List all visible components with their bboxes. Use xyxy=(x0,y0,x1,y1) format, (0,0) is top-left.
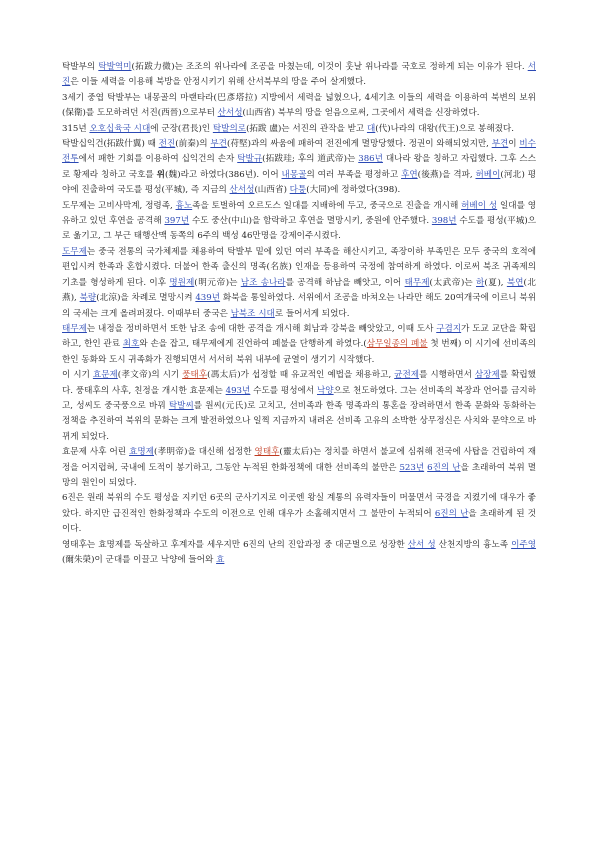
text-run: 를 원씨(元氏)로 고치고, 선비족과 한족 명족과의 통혼을 장려하면서 한족 문화와 동화하는 정책을 추진하여 북위의 문화는 크게 발전하였으나 일찍 지금까지 내려온 선비족 고유의 소박한 상무정신은 사치와 문약으로 바뀌게 되었다. xyxy=(62,400,536,442)
wiki-link[interactable]: 명원제 xyxy=(169,277,195,288)
paragraph xyxy=(62,322,536,368)
wiki-link[interactable]: 비수 전투 xyxy=(62,139,536,165)
text-run: 는 중국 전통의 국가체제를 채용하여 탁발부 밑에 있던 여러 부족을 해산시키고, 족장이하 부족민은 모두 중국의 호적에 편입시켜 한족과 혼합시켰다. 더불어 한족 출신의 명족(名族) 인재을 등용하여 국정에 참여하게 하였다. 이로써 북조 귀족제의 기초를 형성하게 된다. 이후 xyxy=(62,246,536,288)
paragraph xyxy=(62,122,536,137)
paragraph xyxy=(62,199,536,245)
text-run: 가 도교 교단을 확립하고, 한인 관료 xyxy=(62,323,537,350)
paragraph xyxy=(62,445,536,491)
text-run: 대나라 왕을 칭하고 자립했다. 그후 스스로 황제라 칭하고 국호를 xyxy=(62,154,536,180)
wiki-link[interactable]: 효 xyxy=(216,555,225,565)
text-run: 산천지방의 흉노족 xyxy=(435,539,512,550)
wiki-link[interactable]: 풍태후 xyxy=(182,370,208,381)
wiki-link[interactable]: 허베이 xyxy=(475,169,501,180)
wiki-link[interactable]: 구겸지 xyxy=(436,323,462,334)
text-run: (北燕), xyxy=(62,277,537,304)
wiki-link[interactable]: 태무제 xyxy=(62,323,87,334)
text-run: (苻堅)과의 싸움에 패하여 전진에게 멸망당했다. 정권이 와해되었지만, xyxy=(226,139,492,150)
text-run: 영태후는 효명제를 독살하고 후계자를 세우지만 6진의 난의 진압과정 중 대군벌으로 성장한 xyxy=(62,539,408,550)
text-run: 와 손을 잡고, 태무제에게 진언하여 폐불을 단행하게 하였다.( xyxy=(139,339,367,350)
text-run: 이 xyxy=(508,139,520,150)
text-run: (魏)라고 하였다(386년). 이어 xyxy=(164,169,282,180)
wiki-link[interactable]: 산서성 xyxy=(217,108,243,119)
wiki-link[interactable]: 영태후 xyxy=(254,447,280,458)
text-run: 는 내정을 정비하면서 또한 남조 송에 대한 공격을 개시해 회남과 강북을 빼앗았고, 이때 도사 xyxy=(86,323,437,334)
text-run: 315년 xyxy=(62,123,90,134)
text-run: 이 시기 xyxy=(62,370,93,381)
text-run: (山西省) xyxy=(254,185,290,196)
text-run: 로 들어서게 되었다. xyxy=(274,308,350,319)
text-run: (北涼)을 차례로 멸망시켜 xyxy=(96,293,196,304)
wiki-link[interactable]: 낙양 xyxy=(316,385,334,396)
text-run: 에 군장(君長)인 xyxy=(150,123,213,134)
text-run: 탁발부의 xyxy=(62,62,99,72)
text-run: 은 이들 세력을 이용해 북방을 안정시키기 위해 산서북부의 땅을 주어 살게했다. xyxy=(70,77,367,88)
wiki-link[interactable]: 북연 xyxy=(506,277,524,288)
text-run: 족을 토벌하여 오르도스 일대를 지배하에 두고, 중국으로 진출을 개시해 xyxy=(192,200,462,211)
wiki-link[interactable]: 523년 xyxy=(399,462,425,473)
wiki-link[interactable]: 최호 xyxy=(122,339,140,350)
text-run: (後燕)을 격파, xyxy=(417,169,476,180)
text-run: 으로 천도하였다. 그는 선비족의 복장과 언어를 금지하고, 성씨도 중국풍으로 바꿔 xyxy=(62,385,536,411)
text-run: (拓跋珪; 후의 道武帝)는 xyxy=(262,154,359,165)
wiki-link[interactable]: 탁발의로 xyxy=(212,123,247,134)
text-run: (馮太后)가 섭정할 때 유교적인 예법을 채용하고, xyxy=(207,370,395,381)
text-run: 수도를 평성에서 xyxy=(250,385,317,396)
paragraph xyxy=(62,60,536,91)
document-body xyxy=(62,60,536,568)
wiki-link[interactable]: 탁발규 xyxy=(237,154,263,165)
text-run: 수도를 평성(平城)으로 옮기고, 그 부근 태행산맥 동쪽의 6주의 백성 46만명을 강제이주시켰다. xyxy=(62,216,537,242)
text-run: (河北) 평야에 진출하여 국도를 평성(平城), 즉 지금의 xyxy=(62,169,537,196)
text-run: 의 여러 부족을 평정하고 xyxy=(306,169,402,180)
wiki-link[interactable]: 효명제 xyxy=(129,447,154,458)
wiki-link[interactable]: 내몽골 xyxy=(281,169,307,180)
wiki-link[interactable]: 오호십육국 시대 xyxy=(89,123,151,134)
wiki-link[interactable]: 북량 xyxy=(79,293,97,304)
wiki-link[interactable]: 균전제 xyxy=(394,370,420,381)
text-run: 수도 중산(中山)을 함락하고 후연을 멸망시키, 중원에 안주했다. xyxy=(189,216,432,227)
wiki-link[interactable]: 서진 xyxy=(62,62,536,88)
wiki-link[interactable]: 대 xyxy=(366,123,376,134)
text-run: 위 xyxy=(156,169,165,180)
text-run: (孝文帝)의 시기 xyxy=(117,370,183,381)
text-run: (山西省) 북부의 땅을 얻음으로써, 그곳에서 세력을 신장하였다. xyxy=(242,108,480,119)
text-run: (孝明帝)을 대신해 섭정한 xyxy=(153,447,255,458)
wiki-link[interactable]: 탁발씨 xyxy=(168,400,194,411)
paragraph xyxy=(62,137,536,199)
wiki-link[interactable]: 이주영 xyxy=(511,539,537,550)
wiki-link[interactable]: 386년 xyxy=(358,154,383,165)
wiki-link[interactable]: 산서 성 xyxy=(407,539,436,550)
wiki-link[interactable]: 493년 xyxy=(225,385,251,396)
wiki-link[interactable]: 6진의 난 xyxy=(434,508,469,519)
wiki-link[interactable]: 398년 xyxy=(431,216,457,227)
paragraph xyxy=(62,245,536,322)
text-run: 화북을 통일하였다. 서위에서 조공을 바쳐오는 나라만 해도 20여개국에 이르니 북위의 국세는 크게 올려퍼졌다. 이때부터 중국은 xyxy=(62,293,536,319)
text-run: (靈太后)는 정치를 하면서 불교에 심취해 전국에 사탑을 건립하여 재정을 어지럽혀, 국내에 도적이 봉기하고, 그동안 누적된 한화정책에 대한 선비족의 불만은 xyxy=(62,447,536,473)
wiki-link[interactable]: 부견 xyxy=(210,139,227,150)
paragraph xyxy=(62,91,536,122)
wiki-link[interactable]: 산서성 xyxy=(229,185,255,196)
text-run: (拓跋 盧)는 서진의 관작을 받고 xyxy=(246,123,367,134)
wiki-link[interactable]: 하 xyxy=(476,277,485,288)
text-run: 효문제 사후 어린 xyxy=(62,447,130,458)
wiki-link[interactable]: 태무제 xyxy=(404,277,430,288)
wiki-link[interactable]: 397년 xyxy=(164,216,190,227)
text-run: (太武帝)는 xyxy=(429,277,476,288)
wiki-link[interactable]: 효문제 xyxy=(92,370,118,381)
wiki-link[interactable]: 439년 xyxy=(195,293,221,304)
text-run: 일대를 영유하고 있던 후연을 공격해 xyxy=(62,200,536,227)
text-run: (夏), xyxy=(484,277,507,288)
wiki-link[interactable]: 다퉁 xyxy=(289,185,307,196)
wiki-link[interactable]: 전진 xyxy=(158,139,176,150)
text-run: 탁발십익건(拓跋什翼) 때 xyxy=(62,139,159,150)
wiki-link[interactable]: 부견 xyxy=(491,139,509,150)
text-run: 을 초래하여 북위 멸망의 원인이 되었다. xyxy=(62,462,537,488)
text-run: (大同)에 정하였다(398). xyxy=(306,185,401,196)
text-run: 을 초래하게 된 것이다. xyxy=(62,508,536,535)
text-run: 를 시행하면서 xyxy=(419,370,475,381)
text-run: 3세기 중엽 탁발부는 내몽골의 마랜타라(巴彥塔拉) 지방에서 세력을 넓혔으나, 4세기초 이들의 세력을 이용하여 북변의 보위(保衛)를 도모하려던 서진(西晉)으로부터 xyxy=(62,92,536,119)
text-run: 를 확립했다. 풍태후의 사후, 친정을 개시한 효문제는 xyxy=(62,370,536,396)
wiki-link[interactable]: 탁발역미 xyxy=(98,62,132,72)
text-run: 도무제는 고비사막계, 정령족, xyxy=(62,200,176,211)
text-run: 에서 패한 기회를 이용하여 십익건의 손자 xyxy=(78,154,238,165)
paragraph xyxy=(62,368,536,445)
wiki-link[interactable]: 후연 xyxy=(401,169,418,180)
wiki-link[interactable]: 도무제 xyxy=(62,246,87,257)
text-run: (爾朱榮)이 군대를 이끌고 낙양에 들어와 xyxy=(62,555,217,565)
text-run: (拓跋力微)는 조조의 위나라에 조공을 마쳤는데, 이것이 훗날 위나라를 국호로 정하게 되는 이유가 된다. xyxy=(131,62,528,72)
text-run: 6진은 원래 북위의 수도 평성을 지키던 6곳의 군사기지로 이곳엔 왕실 계통의 유력자들이 머물면서 국경을 지켰기에 대우가 좋았다. 하지만 급진적인 한화정책과 수도의 이전으로 인해 대우가 소홀해지면서 그 불만이 누적되어 xyxy=(62,493,536,519)
wiki-link[interactable]: 삼무일종의 폐불 xyxy=(366,339,428,350)
wiki-link[interactable]: 흉노 xyxy=(175,200,193,211)
paragraph xyxy=(62,538,536,569)
text-run: (代)나라의 대왕(代王)으로 봉해졌다. xyxy=(375,123,514,134)
wiki-link[interactable]: 남조 송나라 xyxy=(240,277,286,288)
text-run: 첫 번째) 이 시기에 선비족의 한인 동화와 도시 귀족화가 진행되면서 서서히 북위 내부에 균열이 생기기 시작했다. xyxy=(62,339,536,365)
wiki-link[interactable]: 남북조 시대 xyxy=(230,308,275,319)
paragraph xyxy=(62,491,536,537)
text-run: (前秦)의 xyxy=(175,139,211,150)
wiki-link[interactable]: 허베이 성 xyxy=(461,200,498,211)
wiki-link[interactable]: 삼장제 xyxy=(474,370,500,381)
wiki-link[interactable]: 6진의 난 xyxy=(427,462,461,473)
text-run: 를 공격해 하남을 빼앗고, 이어 xyxy=(285,277,405,288)
text-run: (明元帝)는 xyxy=(194,277,241,288)
